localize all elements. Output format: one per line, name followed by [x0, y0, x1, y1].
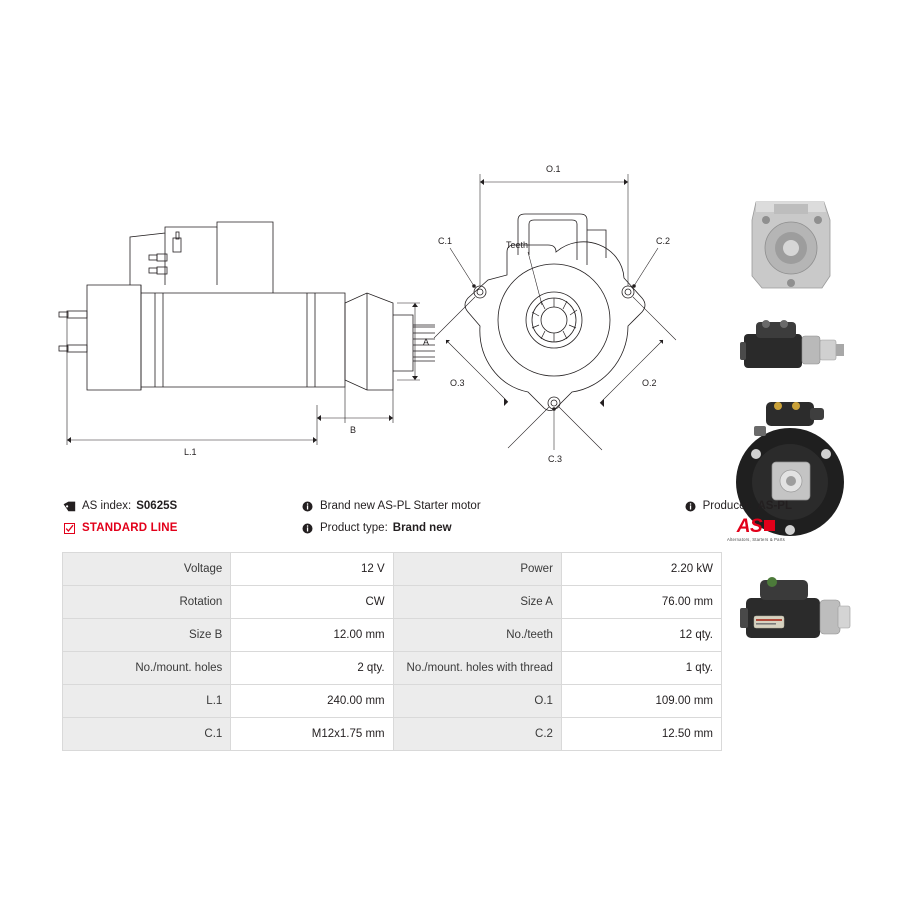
table-row [63, 586, 722, 619]
aspl-logo-text: AS [736, 516, 763, 537]
product-type-line [300, 517, 580, 539]
product-photo-2 [726, 308, 854, 388]
spec-value: 76.00 mm [561, 586, 721, 619]
spec-value: CW [231, 586, 393, 619]
spec-value: 2.20 kW [561, 553, 721, 586]
table-row [63, 619, 722, 652]
product-info-row [62, 495, 792, 547]
spec-label: O.1 [393, 685, 561, 718]
spec-label: No./mount. holes with thread [393, 652, 561, 685]
dimension-label-teeth: Teeth [506, 240, 529, 250]
spec-value: 12.00 mm [231, 619, 393, 652]
spec-label: Rotation [63, 586, 231, 619]
info-column-index [62, 495, 292, 539]
side-view-drawing [45, 175, 435, 475]
table-row [63, 652, 722, 685]
spec-label: Voltage [63, 553, 231, 586]
spec-label: C.2 [393, 718, 561, 751]
checkbox-checked-icon [62, 521, 77, 535]
dimension-label-l1: L.1 [184, 447, 197, 457]
aspl-logo-tagline: Alternators, Starters & Parts [727, 537, 785, 542]
as-index-value: S0625S [136, 500, 178, 512]
producer-value: AS-PL [757, 500, 792, 512]
table-row [63, 553, 722, 586]
spec-value: 12 qty. [561, 619, 721, 652]
spec-value: 12.50 mm [561, 718, 721, 751]
technical-drawings [0, 150, 900, 480]
dimension-label-o3: O.3 [450, 378, 465, 388]
spec-label: No./teeth [393, 619, 561, 652]
spec-value: M12x1.75 mm [231, 718, 393, 751]
dimension-label-a: A [423, 337, 430, 347]
standard-line-badge [62, 517, 292, 539]
producer-label: Producer: [702, 500, 753, 512]
spec-label: C.1 [63, 718, 231, 751]
aspl-logo-square [764, 520, 775, 531]
description-line [300, 495, 580, 517]
product-type-value: Brand new [392, 522, 452, 534]
standard-line-label: STANDARD LINE [82, 522, 178, 534]
spec-value: 109.00 mm [561, 685, 721, 718]
info-column-description [300, 495, 580, 539]
dimension-label-c1: C.1 [438, 236, 453, 246]
dimension-label-c2: C.2 [656, 236, 671, 246]
spec-label: No./mount. holes [63, 652, 231, 685]
producer-line [602, 495, 792, 517]
product-type-label: Product type: [320, 522, 388, 534]
table-row [63, 685, 722, 718]
spec-label: Power [393, 553, 561, 586]
spec-label: Size B [63, 619, 231, 652]
as-index-label: AS index: [82, 500, 132, 512]
info-icon [300, 499, 315, 513]
dimension-label-o2: O.2 [642, 378, 657, 388]
product-description: Brand new AS-PL Starter motor [320, 500, 481, 512]
spec-value: 240.00 mm [231, 685, 393, 718]
spec-value: 12 V [231, 553, 393, 586]
dimension-label-o1: O.1 [546, 164, 561, 174]
aspl-logo-mark [720, 517, 792, 536]
dimension-label-c3: C.3 [548, 454, 563, 464]
spec-value: 2 qty. [231, 652, 393, 685]
as-index-line [62, 495, 292, 517]
info-icon [683, 499, 698, 513]
spec-label: L.1 [63, 685, 231, 718]
aspl-logo [720, 517, 792, 542]
front-view-drawing [430, 160, 720, 480]
tag-icon [62, 499, 77, 513]
product-photo-1 [726, 190, 854, 300]
spec-label: Size A [393, 586, 561, 619]
specifications-table [62, 552, 722, 751]
table-row [63, 718, 722, 751]
info-column-producer [602, 495, 792, 542]
product-photo-4 [726, 554, 854, 674]
dimension-label-b: B [350, 425, 357, 435]
spec-value: 1 qty. [561, 652, 721, 685]
info-icon [300, 521, 315, 535]
